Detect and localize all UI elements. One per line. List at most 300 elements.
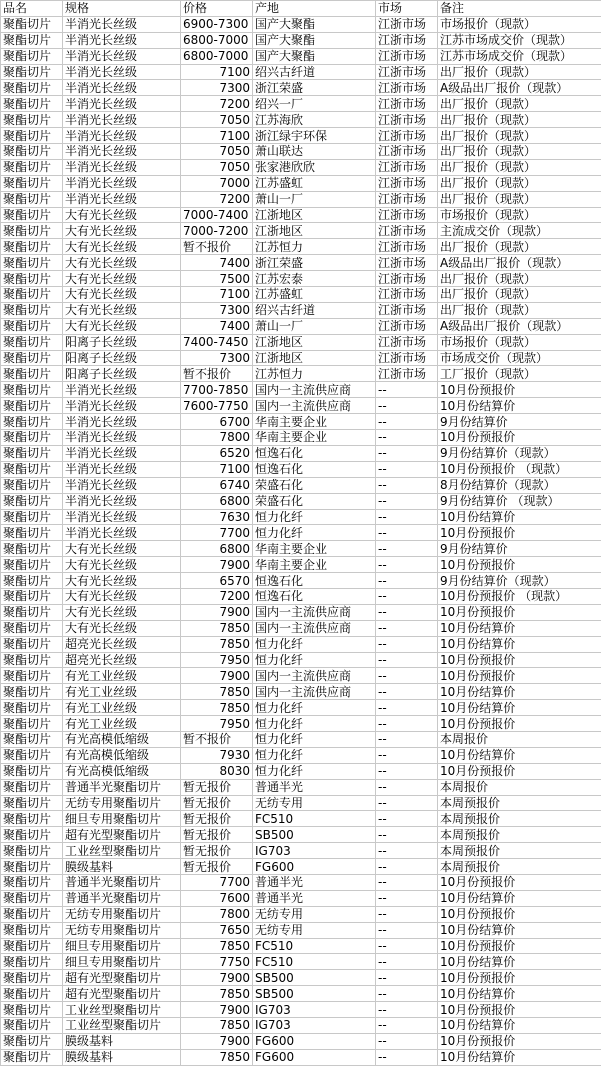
table-row [1, 970, 601, 986]
cell-market: -- [376, 922, 438, 938]
table-row [1, 541, 601, 557]
cell-price: 7630 [181, 509, 253, 525]
table-row [1, 445, 601, 461]
table-row [1, 938, 601, 954]
cell-spec: 半消光长丝级 [63, 191, 181, 207]
cell-price: 7050 [181, 112, 253, 128]
cell-market: -- [376, 779, 438, 795]
cell-note: 本周预报价 [438, 811, 601, 827]
cell-origin: 张家港欣欣 [253, 159, 376, 175]
table-row [1, 747, 601, 763]
cell-price: 6740 [181, 477, 253, 493]
cell-spec: 半消光长丝级 [63, 32, 181, 48]
cell-price: 暂无报价 [181, 827, 253, 843]
table-row [1, 477, 601, 493]
cell-market: -- [376, 573, 438, 589]
cell-spec: 大有光长丝级 [63, 239, 181, 255]
cell-origin: 华南主要企业 [253, 414, 376, 430]
cell-product: 聚酯切片 [1, 890, 63, 906]
cell-spec: 超有光型聚酯切片 [63, 970, 181, 986]
header-cell-market: 市场 [376, 1, 438, 17]
cell-note: 10月份结算价 [438, 398, 601, 414]
cell-spec: 大有光长丝级 [63, 557, 181, 573]
cell-product: 聚酯切片 [1, 302, 63, 318]
cell-spec: 半消光长丝级 [63, 445, 181, 461]
table-row [1, 430, 601, 446]
cell-market: 江浙市场 [376, 255, 438, 271]
table-row [1, 716, 601, 732]
cell-price: 6570 [181, 573, 253, 589]
cell-price: 6800 [181, 493, 253, 509]
cell-price: 8030 [181, 763, 253, 779]
cell-origin: 恒力化纤 [253, 509, 376, 525]
cell-product: 聚酯切片 [1, 16, 63, 32]
cell-market: -- [376, 477, 438, 493]
cell-price: 暂无报价 [181, 795, 253, 811]
cell-spec: 半消光长丝级 [63, 96, 181, 112]
table-row [1, 763, 601, 779]
cell-product: 聚酯切片 [1, 255, 63, 271]
cell-note: 10月份预报价 [438, 652, 601, 668]
cell-origin: 绍兴一厂 [253, 96, 376, 112]
cell-spec: 超有光型聚酯切片 [63, 986, 181, 1002]
cell-spec: 有光高模低缩级 [63, 731, 181, 747]
cell-note: 10月份预报价 [438, 1002, 601, 1018]
cell-origin: 国产大聚酯 [253, 32, 376, 48]
cell-product: 聚酯切片 [1, 747, 63, 763]
cell-price: 暂无报价 [181, 811, 253, 827]
cell-note: 8月份结算价（现款） [438, 477, 601, 493]
cell-origin: 恒逸石化 [253, 588, 376, 604]
table-row [1, 986, 601, 1002]
cell-origin: FC510 [253, 954, 376, 970]
cell-origin: 国内一主流供应商 [253, 620, 376, 636]
cell-note: 10月份预报价 [438, 382, 601, 398]
cell-note: 出厂报价（现款） [438, 159, 601, 175]
cell-price: 7300 [181, 302, 253, 318]
cell-origin: 恒力化纤 [253, 652, 376, 668]
table-row [1, 64, 601, 80]
table-row [1, 890, 601, 906]
cell-price: 7950 [181, 716, 253, 732]
cell-note: 10月份预报价 [438, 557, 601, 573]
cell-market: 江浙市场 [376, 271, 438, 287]
cell-spec: 大有光长丝级 [63, 255, 181, 271]
cell-note: 出厂报价（现款） [438, 191, 601, 207]
cell-spec: 半消光长丝级 [63, 525, 181, 541]
cell-product: 聚酯切片 [1, 350, 63, 366]
cell-product: 聚酯切片 [1, 144, 63, 160]
cell-spec: 大有光长丝级 [63, 588, 181, 604]
cell-spec: 半消光长丝级 [63, 509, 181, 525]
cell-market: -- [376, 906, 438, 922]
cell-product: 聚酯切片 [1, 223, 63, 239]
cell-note: 10月份预报价 [438, 938, 601, 954]
cell-market: -- [376, 938, 438, 954]
table-row [1, 191, 601, 207]
cell-origin: 萧山联达 [253, 144, 376, 160]
cell-origin: 国内一主流供应商 [253, 604, 376, 620]
cell-note: 10月份结算价 [438, 636, 601, 652]
cell-note: 出厂报价（现款） [438, 144, 601, 160]
cell-market: -- [376, 859, 438, 875]
cell-note: 江苏市场成交价（现款） [438, 48, 601, 64]
cell-spec: 工业丝型聚酯切片 [63, 1018, 181, 1034]
cell-price: 7000 [181, 175, 253, 191]
table-row [1, 175, 601, 191]
table-row [1, 620, 601, 636]
cell-spec: 半消光长丝级 [63, 477, 181, 493]
cell-price: 7850 [181, 1049, 253, 1065]
table-row [1, 366, 601, 382]
cell-note: 10月份结算价 [438, 684, 601, 700]
cell-product: 聚酯切片 [1, 716, 63, 732]
table-row [1, 700, 601, 716]
cell-price: 7500 [181, 271, 253, 287]
cell-market: -- [376, 843, 438, 859]
cell-market: -- [376, 509, 438, 525]
cell-market: -- [376, 445, 438, 461]
cell-note: 10月份预报价 [438, 604, 601, 620]
cell-product: 聚酯切片 [1, 684, 63, 700]
cell-product: 聚酯切片 [1, 970, 63, 986]
cell-note: 10月份结算价 [438, 700, 601, 716]
cell-note: 10月份预报价 [438, 970, 601, 986]
cell-market: -- [376, 588, 438, 604]
cell-price: 暂不报价 [181, 366, 253, 382]
cell-spec: 半消光长丝级 [63, 461, 181, 477]
cell-product: 聚酯切片 [1, 986, 63, 1002]
cell-price: 7700 [181, 874, 253, 890]
cell-origin: 恒逸石化 [253, 461, 376, 477]
table-row [1, 287, 601, 303]
cell-origin: 萧山一厂 [253, 191, 376, 207]
cell-price: 7600-7750 [181, 398, 253, 414]
cell-spec: 无纺专用聚酯切片 [63, 922, 181, 938]
cell-origin: 国内一主流供应商 [253, 684, 376, 700]
cell-note: 本周预报价 [438, 859, 601, 875]
cell-price: 7700 [181, 525, 253, 541]
cell-note: 出厂报价（现款） [438, 287, 601, 303]
cell-product: 聚酯切片 [1, 874, 63, 890]
cell-market: -- [376, 652, 438, 668]
table-row [1, 652, 601, 668]
table-row [1, 954, 601, 970]
cell-note: 10月份预报价 （现款） [438, 461, 601, 477]
cell-price: 7050 [181, 159, 253, 175]
cell-note: 出厂报价（现款） [438, 239, 601, 255]
cell-market: 江浙市场 [376, 16, 438, 32]
cell-price: 7100 [181, 128, 253, 144]
table-row [1, 80, 601, 96]
cell-product: 聚酯切片 [1, 414, 63, 430]
cell-note: 本周报价 [438, 731, 601, 747]
cell-price: 6800-7000 [181, 48, 253, 64]
cell-note: 本周预报价 [438, 843, 601, 859]
cell-spec: 超有光型聚酯切片 [63, 827, 181, 843]
cell-note: 10月份结算价 [438, 747, 601, 763]
cell-origin: 江浙地区 [253, 334, 376, 350]
cell-origin: 华南主要企业 [253, 557, 376, 573]
table-row [1, 318, 601, 334]
cell-origin: 恒力化纤 [253, 525, 376, 541]
cell-note: 工厂报价（现款） [438, 366, 601, 382]
cell-origin: 无纺专用 [253, 795, 376, 811]
cell-price: 7000-7200 [181, 223, 253, 239]
table-row [1, 557, 601, 573]
cell-spec: 大有光长丝级 [63, 318, 181, 334]
cell-market: -- [376, 970, 438, 986]
cell-price: 7900 [181, 970, 253, 986]
cell-note: 10月份预报价 [438, 668, 601, 684]
cell-note: A级品出厂报价（现款） [438, 318, 601, 334]
cell-note: 10月份结算价 [438, 890, 601, 906]
cell-market: 江浙市场 [376, 128, 438, 144]
cell-market: -- [376, 747, 438, 763]
cell-price: 7800 [181, 906, 253, 922]
cell-spec: 普通半光聚酯切片 [63, 779, 181, 795]
cell-price: 7650 [181, 922, 253, 938]
cell-product: 聚酯切片 [1, 191, 63, 207]
cell-product: 聚酯切片 [1, 80, 63, 96]
table-row [1, 859, 601, 875]
table-body [1, 16, 601, 1065]
cell-product: 聚酯切片 [1, 779, 63, 795]
cell-origin: 萧山一厂 [253, 318, 376, 334]
cell-product: 聚酯切片 [1, 382, 63, 398]
cell-product: 聚酯切片 [1, 430, 63, 446]
cell-product: 聚酯切片 [1, 1002, 63, 1018]
cell-price: 7400 [181, 255, 253, 271]
cell-price: 7850 [181, 700, 253, 716]
cell-price: 7750 [181, 954, 253, 970]
table-row [1, 1018, 601, 1034]
cell-note: 9月份结算价 （现款） [438, 493, 601, 509]
cell-origin: 浙江荣盛 [253, 255, 376, 271]
cell-spec: 细旦专用聚酯切片 [63, 938, 181, 954]
cell-note: 10月份预报价 [438, 1033, 601, 1049]
cell-note: 10月份预报价 [438, 525, 601, 541]
cell-market: 江浙市场 [376, 334, 438, 350]
cell-origin: 江浙地区 [253, 223, 376, 239]
cell-note: 江苏市场成交价（现款） [438, 32, 601, 48]
cell-note: 9月份结算价 [438, 414, 601, 430]
cell-price: 7900 [181, 1033, 253, 1049]
cell-note: 本周预报价 [438, 827, 601, 843]
cell-price: 7300 [181, 80, 253, 96]
cell-origin: 华南主要企业 [253, 430, 376, 446]
cell-market: -- [376, 986, 438, 1002]
cell-origin: 普通半光 [253, 874, 376, 890]
cell-price: 7950 [181, 652, 253, 668]
cell-spec: 大有光长丝级 [63, 223, 181, 239]
cell-product: 聚酯切片 [1, 48, 63, 64]
cell-origin: FC510 [253, 811, 376, 827]
table-row [1, 684, 601, 700]
cell-spec: 半消光长丝级 [63, 128, 181, 144]
cell-market: 江浙市场 [376, 350, 438, 366]
cell-price: 暂不报价 [181, 731, 253, 747]
cell-spec: 普通半光聚酯切片 [63, 874, 181, 890]
cell-price: 6700 [181, 414, 253, 430]
cell-market: 江浙市场 [376, 287, 438, 303]
cell-origin: 江苏海欣 [253, 112, 376, 128]
cell-product: 聚酯切片 [1, 525, 63, 541]
cell-spec: 细旦专用聚酯切片 [63, 954, 181, 970]
cell-price: 7800 [181, 430, 253, 446]
cell-product: 聚酯切片 [1, 318, 63, 334]
cell-price: 7850 [181, 986, 253, 1002]
cell-spec: 半消光长丝级 [63, 414, 181, 430]
cell-spec: 普通半光聚酯切片 [63, 890, 181, 906]
cell-market: -- [376, 461, 438, 477]
cell-price: 暂无报价 [181, 859, 253, 875]
cell-market: 江浙市场 [376, 191, 438, 207]
table-row [1, 16, 601, 32]
header-cell-note: 备注 [438, 1, 601, 17]
cell-spec: 半消光长丝级 [63, 64, 181, 80]
cell-spec: 无纺专用聚酯切片 [63, 906, 181, 922]
table-row [1, 1002, 601, 1018]
cell-product: 聚酯切片 [1, 509, 63, 525]
cell-origin: IG703 [253, 1002, 376, 1018]
table-row [1, 636, 601, 652]
header-cell-product: 品名 [1, 1, 63, 17]
cell-origin: SB500 [253, 986, 376, 1002]
cell-product: 聚酯切片 [1, 731, 63, 747]
cell-origin: SB500 [253, 970, 376, 986]
cell-spec: 半消光长丝级 [63, 398, 181, 414]
cell-market: -- [376, 493, 438, 509]
cell-price: 7200 [181, 588, 253, 604]
cell-price: 7600 [181, 890, 253, 906]
cell-spec: 半消光长丝级 [63, 80, 181, 96]
cell-market: -- [376, 430, 438, 446]
cell-origin: 国内一主流供应商 [253, 398, 376, 414]
cell-product: 聚酯切片 [1, 668, 63, 684]
cell-spec: 工业丝型聚酯切片 [63, 843, 181, 859]
cell-note: 10月份预报价 [438, 763, 601, 779]
cell-note: A级品出厂报价（现款） [438, 255, 601, 271]
cell-origin: 恒力化纤 [253, 700, 376, 716]
cell-market: 江浙市场 [376, 366, 438, 382]
cell-spec: 大有光长丝级 [63, 620, 181, 636]
table-row [1, 32, 601, 48]
cell-origin: 浙江绿宇环保 [253, 128, 376, 144]
cell-product: 聚酯切片 [1, 859, 63, 875]
table-row [1, 144, 601, 160]
cell-note: 出厂报价（现款） [438, 175, 601, 191]
cell-market: 江浙市场 [376, 32, 438, 48]
cell-product: 聚酯切片 [1, 954, 63, 970]
cell-note: 10月份预报价 [438, 430, 601, 446]
cell-product: 聚酯切片 [1, 938, 63, 954]
cell-market: 江浙市场 [376, 48, 438, 64]
table-row [1, 906, 601, 922]
cell-product: 聚酯切片 [1, 604, 63, 620]
cell-spec: 超亮光长丝级 [63, 636, 181, 652]
cell-market: -- [376, 414, 438, 430]
cell-origin: 荣盛石化 [253, 493, 376, 509]
cell-price: 7300 [181, 350, 253, 366]
cell-price: 7000-7400 [181, 207, 253, 223]
cell-price: 7700-7850 [181, 382, 253, 398]
cell-market: -- [376, 1018, 438, 1034]
table-row [1, 1033, 601, 1049]
cell-market: 江浙市场 [376, 64, 438, 80]
cell-product: 聚酯切片 [1, 827, 63, 843]
table-row [1, 382, 601, 398]
cell-market: -- [376, 636, 438, 652]
cell-spec: 半消光长丝级 [63, 175, 181, 191]
table-row [1, 334, 601, 350]
cell-spec: 半消光长丝级 [63, 493, 181, 509]
cell-origin: 恒力化纤 [253, 747, 376, 763]
cell-spec: 膜级基料 [63, 1049, 181, 1065]
cell-spec: 半消光长丝级 [63, 48, 181, 64]
cell-spec: 阳离子长丝级 [63, 334, 181, 350]
cell-product: 聚酯切片 [1, 287, 63, 303]
cell-market: -- [376, 954, 438, 970]
header-cell-origin: 产地 [253, 1, 376, 17]
cell-note: 9月份结算价 [438, 541, 601, 557]
cell-note: 市场报价（现款） [438, 207, 601, 223]
table-row [1, 255, 601, 271]
cell-market: -- [376, 874, 438, 890]
cell-product: 聚酯切片 [1, 811, 63, 827]
cell-spec: 阳离子长丝级 [63, 366, 181, 382]
table-row [1, 573, 601, 589]
cell-origin: 江浙地区 [253, 350, 376, 366]
table-row [1, 302, 601, 318]
table-row [1, 795, 601, 811]
cell-spec: 有光高模低缩级 [63, 747, 181, 763]
table-row [1, 668, 601, 684]
cell-price: 7900 [181, 1002, 253, 1018]
table-row [1, 588, 601, 604]
cell-note: 市场报价（现款） [438, 334, 601, 350]
cell-product: 聚酯切片 [1, 493, 63, 509]
cell-market: -- [376, 525, 438, 541]
cell-origin: IG703 [253, 1018, 376, 1034]
cell-product: 聚酯切片 [1, 906, 63, 922]
cell-price: 7850 [181, 684, 253, 700]
cell-product: 聚酯切片 [1, 32, 63, 48]
table-row [1, 779, 601, 795]
table-row [1, 398, 601, 414]
cell-origin: 普通半光 [253, 779, 376, 795]
cell-product: 聚酯切片 [1, 636, 63, 652]
cell-note: 10月份结算价 [438, 1049, 601, 1065]
cell-market: 江浙市场 [376, 302, 438, 318]
cell-price: 7850 [181, 620, 253, 636]
cell-price: 7900 [181, 604, 253, 620]
cell-origin: 浙江荣盛 [253, 80, 376, 96]
cell-market: -- [376, 620, 438, 636]
cell-spec: 大有光长丝级 [63, 302, 181, 318]
cell-market: -- [376, 398, 438, 414]
cell-note: 市场报价（现款） [438, 16, 601, 32]
cell-spec: 有光工业丝级 [63, 700, 181, 716]
cell-market: -- [376, 1002, 438, 1018]
cell-spec: 膜级基料 [63, 1033, 181, 1049]
cell-origin: 普通半光 [253, 890, 376, 906]
cell-market: -- [376, 763, 438, 779]
cell-origin: 江苏恒力 [253, 366, 376, 382]
cell-note: A级品出厂报价（现款） [438, 80, 601, 96]
cell-market: 江浙市场 [376, 318, 438, 334]
table-row [1, 350, 601, 366]
